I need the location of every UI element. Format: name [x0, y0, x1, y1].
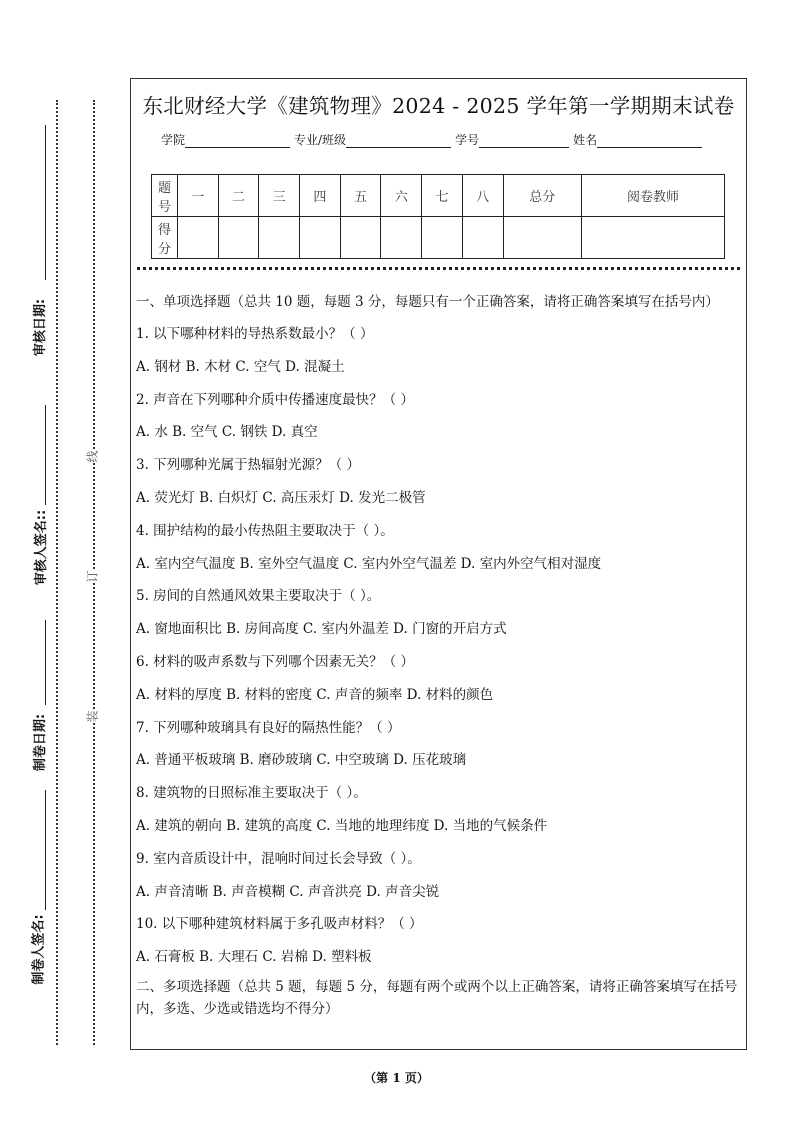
answer-options: A. 室内空气温度 B. 室外空气温度 C. 室内外空气温差 D. 室内外空气相对湿度 [136, 555, 602, 572]
question-text: 3. 下列哪种光属于热辐射光源？（ ） [136, 457, 360, 474]
major-label: 专业/班级 [294, 133, 347, 147]
exam-frame [130, 78, 747, 1050]
dotted-separator [137, 267, 740, 270]
page-number: （第 1 页） [364, 1071, 429, 1085]
score-cell[interactable] [259, 217, 300, 259]
binding-mark-order: 订 [85, 570, 100, 583]
header-cell: 四 [300, 175, 341, 217]
review-date-line [45, 125, 46, 280]
student-id-field[interactable] [479, 133, 569, 148]
question-text: 5. 房间的自然通风效果主要取决于（ ）。 [136, 588, 381, 605]
answer-options: A. 建筑的朝向 B. 建筑的高度 C. 当地的地理纬度 D. 当地的气候条件 [136, 817, 548, 834]
score-cell[interactable] [178, 217, 219, 259]
college-field[interactable] [185, 133, 290, 148]
score-cell[interactable] [300, 217, 341, 259]
maker-sign-line [45, 790, 46, 910]
major-field[interactable] [346, 133, 451, 148]
header-cell: 五 [340, 175, 381, 217]
question-text: 2. 声音在下列哪种介质中传播速度最快？（ ） [136, 391, 414, 408]
header-cell: 三 [259, 175, 300, 217]
page-title: 东北财经大学《建筑物理》2024 - 2025 学年第一学期期末试卷 [142, 94, 735, 118]
score-cell[interactable] [462, 217, 503, 259]
header-cell: 题号 [152, 175, 178, 217]
make-date-line [45, 620, 46, 705]
college-label: 学院 [161, 133, 186, 147]
header-cell: 阅卷教师 [582, 175, 725, 217]
header-cell: 得分 [152, 217, 178, 259]
header-cell: 八 [462, 175, 503, 217]
answer-options: A. 声音清晰 B. 声音模糊 C. 声音洪亮 D. 声音尖锐 [136, 883, 440, 900]
header-cell: 二 [218, 175, 259, 217]
maker-sign-label: 制卷人签名: [31, 914, 47, 985]
score-cell[interactable] [340, 217, 381, 259]
table-row [152, 217, 725, 259]
reviewer-sign-label: 审核人签名:: [34, 509, 50, 586]
answer-options: A. 石膏板 B. 大理石 C. 岩棉 D. 塑料板 [136, 949, 372, 966]
table-row [152, 175, 725, 217]
question-text: 10. 以下哪种建筑材料属于多孔吸声材料？（ ） [136, 916, 423, 933]
header-cell: 总分 [503, 175, 582, 217]
score-cell[interactable] [422, 217, 463, 259]
make-date-label: 制卷日期: [33, 713, 49, 772]
binding-mark-line: 线 [85, 450, 100, 463]
student-id-label: 学号 [455, 133, 480, 147]
binding-dotted-line-outer [56, 100, 58, 1045]
header-cell: 一 [178, 175, 219, 217]
header-cell: 七 [422, 175, 463, 217]
score-table [151, 174, 725, 259]
question-text: 4. 围护结构的最小传热阻主要取决于（ ）。 [136, 522, 394, 539]
header-cell: 六 [381, 175, 422, 217]
question-text: 8. 建筑物的日照标准主要取决于（ ）。 [136, 785, 367, 802]
name-field[interactable] [597, 133, 702, 148]
question-text: 6. 材料的吸声系数与下列哪个因素无关？（ ） [136, 653, 414, 670]
question-text: 7. 下列哪种玻璃具有良好的隔热性能？（ ） [136, 719, 401, 736]
score-cell[interactable] [218, 217, 259, 259]
question-text: 9. 室内音质设计中，混响时间过长会导致（ ）。 [136, 850, 421, 867]
question-text: 1. 以下哪种材料的导热系数最小？（ ） [136, 326, 374, 342]
answer-options: A. 钢材 B. 木材 C. 空气 D. 混凝土 [136, 358, 345, 375]
answer-options: A. 荧光灯 B. 白炽灯 C. 高压汞灯 D. 发光二极管 [136, 489, 426, 506]
score-cell[interactable] [582, 217, 725, 259]
binding-mark-pack: 装 [85, 710, 100, 723]
questions [136, 291, 741, 1025]
name-label: 姓名 [573, 133, 598, 147]
section-heading: 一、单项选择题（总共 10 题，每题 3 分，每题只有一个正确答案，请将正确答案填写在括号内） [136, 294, 719, 310]
answer-options: A. 材料的厚度 B. 材料的密度 C. 声音的频率 D. 材料的颜色 [136, 686, 494, 703]
answer-options: A. 窗地面积比 B. 房间高度 C. 室内外温差 D. 门窗的开启方式 [136, 621, 507, 638]
answer-options: A. 水 B. 空气 C. 钢铁 D. 真空 [136, 424, 318, 441]
student-info [161, 131, 706, 148]
review-date-label: 审核日期: [33, 298, 49, 357]
score-cell[interactable] [381, 217, 422, 259]
answer-options: A. 普通平板玻璃 B. 磨砂玻璃 C. 中空玻璃 D. 压花玻璃 [136, 752, 467, 769]
reviewer-sign-line [45, 405, 46, 505]
section-heading: 二、多项选择题（总共 5 题，每题 5 分，每题有两个或两个以上正确答案，请将正确答案填写在括号内，多选、少选或错选均不得分） [136, 978, 738, 1017]
score-cell[interactable] [503, 217, 582, 259]
